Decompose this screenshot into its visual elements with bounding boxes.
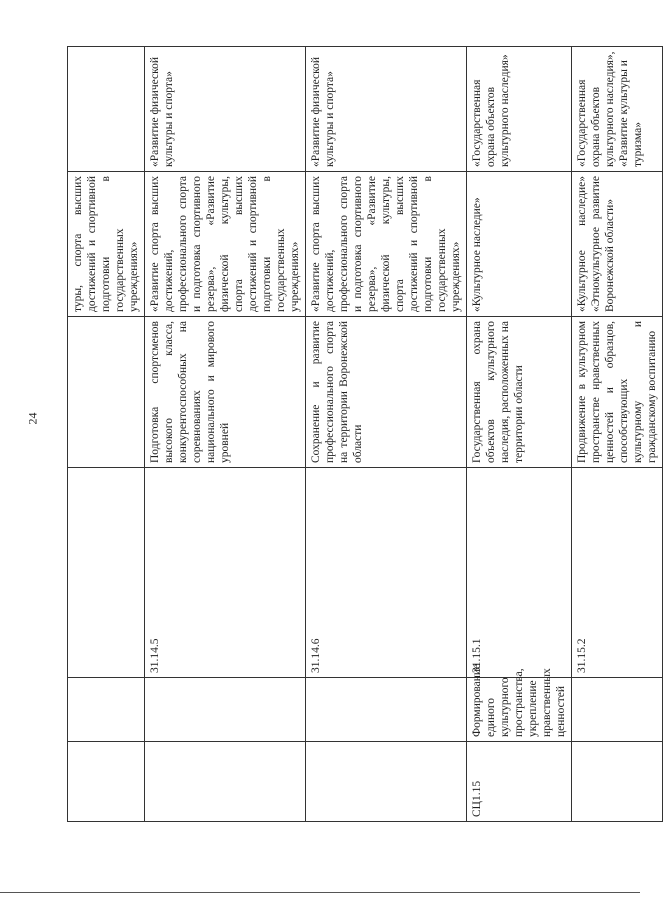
- cell-goal: [68, 678, 145, 742]
- plan-table: [67, 46, 663, 822]
- cell-goal: [145, 678, 306, 742]
- cell-program: «Развитие спорта высших достижений, профессионального спорта и подготовка спортивного резерва», «Развитие физической культуры, спорта высших достижений и спортивной подготовки в государственных учреждениях»: [145, 172, 306, 317]
- cell-subcode: 31.15.2: [572, 468, 663, 678]
- cell-subcode: [68, 468, 145, 678]
- cell-task: [68, 317, 145, 468]
- cell-subcode: 31.15.1: [467, 468, 572, 678]
- table-row: [145, 47, 306, 822]
- rotated-table-container: [67, 47, 658, 822]
- cell-goal: [306, 678, 467, 742]
- cell-state-program: «Государственная охрана объектов культурного наследия», «Развитие культуры и туризма»: [572, 47, 663, 172]
- cell-code: СЦ1.15: [467, 742, 572, 822]
- footer-rule: [0, 892, 640, 893]
- cell-code: [68, 742, 145, 822]
- cell-code: [306, 742, 467, 822]
- cell-state-program: «Развитие физической культуры и спорта»: [306, 47, 467, 172]
- cell-program: «Культурное наследие» «Этнокультурное развитие Воронежской области»: [572, 172, 663, 317]
- cell-code: [572, 742, 663, 822]
- table-row: [68, 47, 145, 822]
- cell-goal: Формирование единого культурного пространства, укрепление нравственных ценностей: [467, 678, 572, 742]
- table-row: [306, 47, 467, 822]
- cell-task: Государственная охрана объектов культурного наследия, расположенных на территории области: [467, 317, 572, 468]
- cell-code: [145, 742, 306, 822]
- cell-task: Подготовка спортсменов высокого класса, конкурентоспособных на соревнованиях национального и мирового уровней: [145, 317, 306, 468]
- cell-program: туры, спорта высших достижений и спортивной подготовки в государственных учреждениях»: [68, 172, 145, 317]
- table-row: [467, 47, 572, 822]
- cell-program: «Культурное наследие»: [467, 172, 572, 317]
- cell-program: «Развитие спорта высших достижений, профессионального спорта и подготовка спортивного резерва», «Развитие физической культуры, спорта высших достижений и спортивной подготовки в государственных учреждениях»: [306, 172, 467, 317]
- cell-subcode: 31.14.6: [306, 468, 467, 678]
- page-number: 24: [25, 412, 40, 425]
- cell-subcode: 31.14.5: [145, 468, 306, 678]
- cell-state-program: «Государственная охрана объектов культурного наследия»: [467, 47, 572, 172]
- cell-state-program: «Развитие физической культуры и спорта»: [145, 47, 306, 172]
- cell-goal: [572, 678, 663, 742]
- table-row: [572, 47, 663, 822]
- cell-state-program: [68, 47, 145, 172]
- cell-task: Сохранение и развитие профессионального спорта на территории Воронежской области: [306, 317, 467, 468]
- cell-task: Продвижение в культурном пространстве нравственных ценностей и образцов, способствующих культурному и гражданскому воспитанию: [572, 317, 663, 468]
